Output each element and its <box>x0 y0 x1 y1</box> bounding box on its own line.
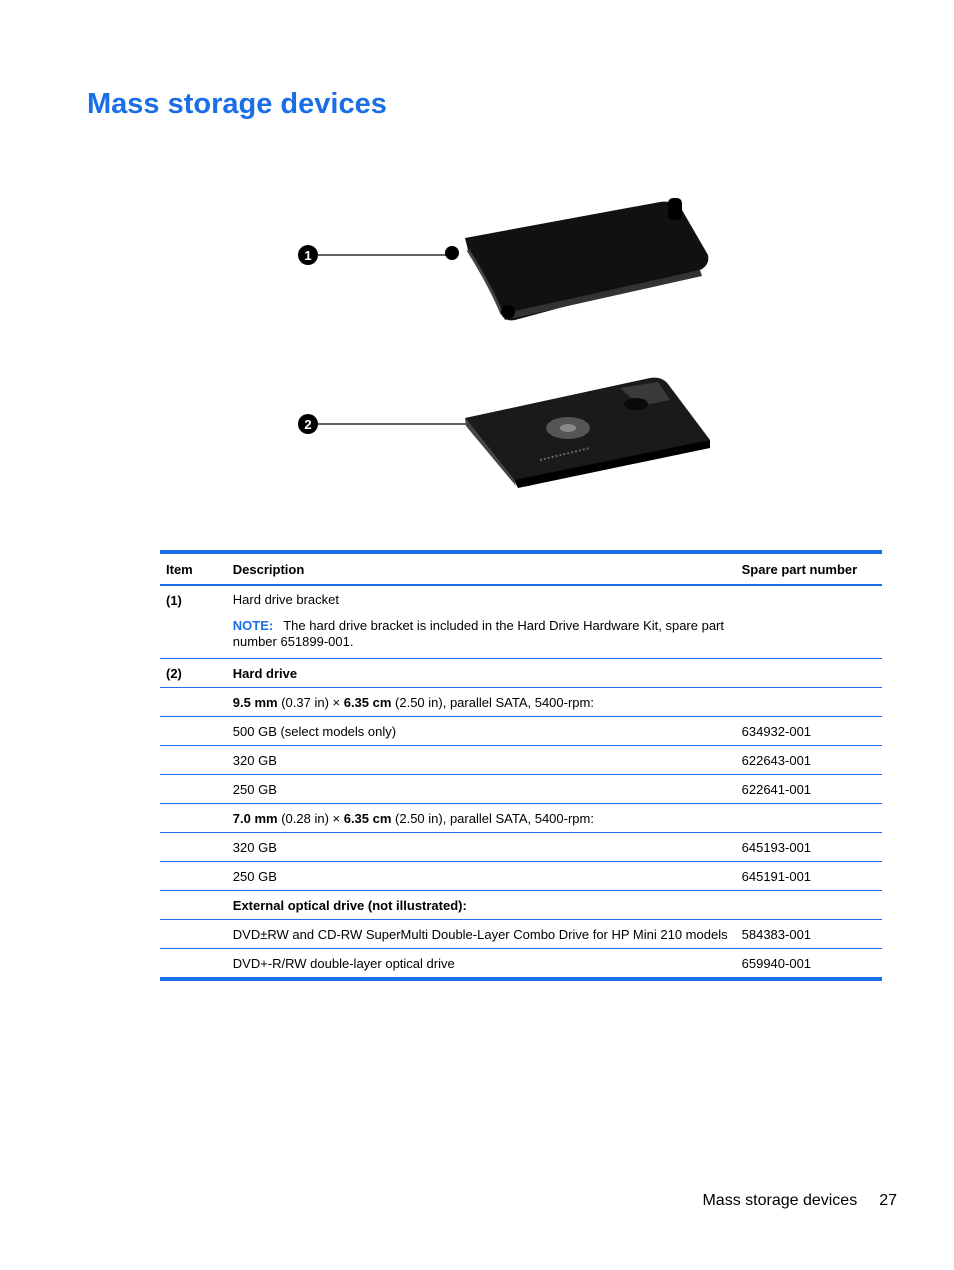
hard-drive-image <box>465 378 710 488</box>
spare-part-number: 622641-001 <box>736 775 882 804</box>
description-cell <box>227 688 736 717</box>
description-cell <box>227 804 736 833</box>
table-row-group-heading <box>160 891 882 920</box>
spare-part-number: 645191-001 <box>736 862 882 891</box>
hard-drive-bracket-image <box>445 198 708 320</box>
table-row <box>160 833 882 862</box>
spare-part-cell <box>736 891 882 920</box>
spare-part-cell <box>736 804 882 833</box>
description-text: 500 GB (select models only) <box>227 717 736 746</box>
item-cell <box>160 717 227 746</box>
table-row <box>160 746 882 775</box>
item-cell <box>160 775 227 804</box>
description-text: 320 GB <box>227 833 736 862</box>
dimension-mm: 7.0 mm <box>232 810 278 826</box>
description-text: 250 GB <box>227 775 736 804</box>
dimension-rest: (2.50 in), parallel SATA, 5400-rpm: <box>391 694 594 710</box>
item-cell <box>160 949 227 980</box>
spare-part-number: 645193-001 <box>736 833 882 862</box>
spare-part-number: 634932-001 <box>736 717 882 746</box>
table-row <box>160 717 882 746</box>
description-text: 320 GB <box>227 746 736 775</box>
item-number: (1) <box>160 585 227 659</box>
table-row <box>160 949 882 980</box>
spare-part-cell <box>736 585 882 659</box>
item-cell <box>160 862 227 891</box>
callout-1 <box>298 245 450 265</box>
callout-2-label: 2 <box>304 417 312 432</box>
description-text: 250 GB <box>227 862 736 891</box>
table-row-bracket <box>160 585 882 659</box>
description-text: Hard drive <box>227 659 736 688</box>
item-cell <box>160 746 227 775</box>
table-row <box>160 862 882 891</box>
spare-part-number: 659940-001 <box>741 955 812 971</box>
item-cell <box>160 833 227 862</box>
note-label: NOTE: <box>232 618 274 633</box>
table-row-group-heading <box>160 688 882 717</box>
page-footer <box>702 1192 897 1210</box>
table-row-hard-drive <box>160 659 882 688</box>
table-row <box>160 920 882 949</box>
footer-section-title: Mass storage devices <box>702 1192 858 1209</box>
spare-part-number: 584383-001 <box>736 920 882 949</box>
optical-drive-heading: External optical drive (not illustrated): <box>227 891 736 920</box>
dimension-rest: (2.50 in), parallel SATA, 5400-rpm: <box>391 810 594 826</box>
dimension-mm: 9.5 mm <box>232 694 278 710</box>
header-spare-part-number: Spare part number <box>736 552 882 585</box>
dimension-cm: 6.35 cm <box>343 694 392 710</box>
note-text: The hard drive bracket is included in the Hard Drive Hardware Kit, spare part number 651899-001. <box>232 618 724 649</box>
header-item: Item <box>160 552 227 585</box>
dimension-cm: 6.35 cm <box>343 810 392 826</box>
exploded-view-figure <box>290 190 730 500</box>
dimension-in: (0.37 in) × <box>277 694 344 710</box>
callout-1-label: 1 <box>304 248 312 263</box>
page-number: 27 <box>879 1192 897 1209</box>
description-text: Hard drive bracket <box>232 592 339 607</box>
table-row-group-heading <box>160 804 882 833</box>
table-header-row <box>160 552 882 585</box>
item-cell <box>160 920 227 949</box>
item-cell <box>160 891 227 920</box>
item-cell <box>160 804 227 833</box>
page-title: Mass storage devices <box>87 88 387 120</box>
spare-part-number: 622643-001 <box>736 746 882 775</box>
item-cell <box>160 688 227 717</box>
header-description: Description <box>227 552 736 585</box>
description-cell <box>227 585 736 659</box>
item-number: (2) <box>160 659 227 688</box>
description-text: DVD+-R/RW double-layer optical drive <box>232 955 455 971</box>
spare-part-cell <box>736 688 882 717</box>
spare-parts-table <box>160 550 882 981</box>
callout-2 <box>298 414 468 434</box>
description-text: DVD±RW and CD-RW SuperMulti Double-Layer Combo Drive for HP Mini 210 models <box>227 920 736 949</box>
spare-part-cell <box>736 659 882 688</box>
dimension-in: (0.28 in) × <box>277 810 344 826</box>
table-row <box>160 775 882 804</box>
